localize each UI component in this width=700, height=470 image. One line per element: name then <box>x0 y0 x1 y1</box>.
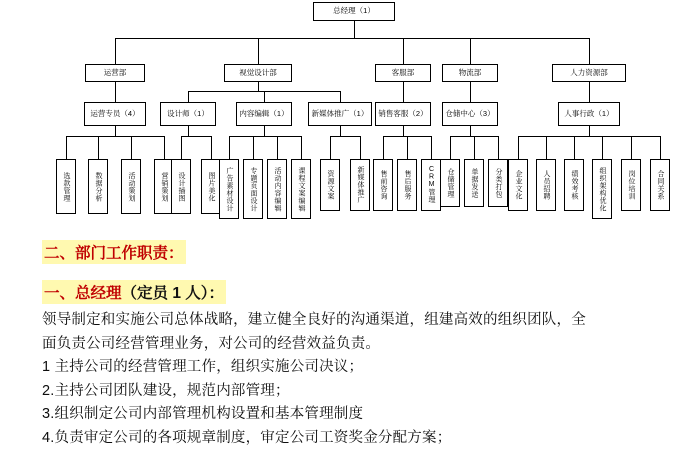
connector <box>264 91 265 102</box>
connector <box>354 21 355 38</box>
connector <box>229 136 230 159</box>
connector <box>115 38 116 64</box>
org-node-presales-consulting: 售前咨询 <box>373 159 393 211</box>
connector <box>498 136 499 159</box>
org-node-operations-dept: 运营部 <box>85 64 145 82</box>
org-node-marketing-planning: 营销策划 <box>154 159 174 214</box>
connector <box>66 136 164 137</box>
org-node-resource-copywriting: 资源文案 <box>320 159 340 211</box>
org-node-new-media-promotion-task: 新媒体推广 <box>350 159 370 211</box>
connector <box>403 38 404 64</box>
connector <box>470 126 471 136</box>
subsection-number: 一、总经理 <box>44 285 122 302</box>
connector <box>631 136 632 159</box>
connector <box>431 136 432 159</box>
connector <box>340 91 341 102</box>
org-node-visual-design-dept: 视觉设计部 <box>224 64 292 82</box>
org-node-event-content-editing: 活动内容编辑 <box>267 159 287 219</box>
connector <box>330 136 331 159</box>
org-node-performance-review: 绩效考核 <box>564 159 584 211</box>
connector <box>301 136 302 159</box>
connector <box>211 136 212 159</box>
connector <box>602 136 603 159</box>
section-heading-duties: 二、部门工作职责： <box>42 240 186 264</box>
org-node-logistics-dept: 物流部 <box>442 64 498 82</box>
connector <box>589 82 590 102</box>
connector <box>181 136 182 159</box>
org-node-general-manager: 总经理（1） <box>313 2 395 21</box>
org-node-contract-relations: 合同关系 <box>650 159 670 211</box>
connector <box>188 91 189 102</box>
connector <box>264 126 265 136</box>
org-node-selection-management: 选款管理 <box>56 159 76 214</box>
connector <box>115 82 116 102</box>
org-node-designer: 设计师（1） <box>160 102 216 126</box>
connector <box>450 136 451 159</box>
org-node-org-structure-optimization: 组织架构优化 <box>592 159 612 219</box>
connector <box>340 126 341 136</box>
org-node-customer-service-dept: 客服部 <box>375 64 431 82</box>
org-node-new-media-promotion: 新媒体推广（1） <box>308 102 372 126</box>
connector <box>546 136 547 159</box>
org-node-hr-dept: 人力资源部 <box>552 64 626 82</box>
org-node-aftersales-service: 售后服务 <box>397 159 417 211</box>
connector <box>518 136 660 137</box>
org-node-corporate-culture: 企业文化 <box>508 159 528 211</box>
org-node-recruitment: 人员招聘 <box>536 159 556 211</box>
connector <box>277 136 278 159</box>
org-node-hr-admin: 人事行政（1） <box>558 102 620 126</box>
org-node-image-beautification: 图片美化 <box>201 159 221 214</box>
subsection-heading-general-manager <box>42 280 226 304</box>
paragraph-line-5: 3.组织制定公司内部管理机构设置和基本管理制度 <box>42 406 364 423</box>
connector <box>98 136 99 159</box>
connector <box>181 136 211 137</box>
org-node-course-copy-editing: 课程文案编辑 <box>291 159 311 219</box>
org-node-ad-material-design: 广告素材设计 <box>219 159 239 219</box>
connector <box>403 82 404 102</box>
org-node-operations-specialist: 运营专员（4） <box>84 102 146 126</box>
paragraph-line-4: 2.主持公司团队建设，规范内部管理； <box>42 382 290 399</box>
connector <box>115 126 116 136</box>
connector <box>589 38 590 64</box>
connector <box>574 136 575 159</box>
paragraph-line-2: 面负责公司经营管理业务，对公司的经营效益负责。 <box>42 335 381 352</box>
org-node-sales-support: 销售客服（2） <box>375 102 431 126</box>
connector <box>383 136 384 159</box>
connector <box>229 136 301 137</box>
connector <box>589 126 590 136</box>
org-node-warehouse-management: 仓储管理 <box>440 159 460 207</box>
connector <box>164 136 165 159</box>
connector <box>407 136 408 159</box>
connector <box>258 82 259 91</box>
org-node-topic-page-design: 专题页面设计 <box>243 159 263 219</box>
connector <box>403 126 404 136</box>
org-node-document-dispatch: 单据发送 <box>464 159 484 207</box>
subsection-heading-wrap <box>42 280 662 304</box>
connector <box>66 136 67 159</box>
org-node-event-planning: 活动策划 <box>121 159 141 214</box>
subsection-staffing: （定员 1 人）： <box>121 285 224 302</box>
org-node-design-illustration: 设计插图 <box>171 159 191 214</box>
paragraph-line-1: 领导制定和实施公司总体战略，建立健全良好的沟通渠道，组建高效的组织团队，全 <box>42 312 586 328</box>
connector <box>660 136 661 159</box>
connector <box>474 136 475 159</box>
section-heading-wrap <box>42 240 662 270</box>
connector <box>518 136 519 159</box>
org-node-warehouse-center: 仓储中心（3） <box>442 102 498 126</box>
connector <box>470 38 471 64</box>
org-node-crm-management: CRM管理 <box>421 159 441 211</box>
org-node-content-editor: 内容编辑（1） <box>236 102 292 126</box>
connector <box>360 136 361 159</box>
document-body <box>42 240 662 451</box>
org-chart <box>0 0 700 232</box>
connector <box>115 38 589 39</box>
org-node-sorting-packing: 分类打包 <box>488 159 508 207</box>
paragraph-line-3: 1 主持公司的经营管理工作，组织实施公司决议； <box>42 359 364 376</box>
connector <box>470 82 471 102</box>
connector <box>188 126 189 136</box>
connector <box>258 38 259 64</box>
paragraph-line-6: 4.负责审定公司的各项规章制度，审定公司工资奖金分配方案； <box>42 429 452 446</box>
connector <box>131 136 132 159</box>
connector <box>253 136 254 159</box>
org-node-position-training: 岗位培训 <box>621 159 641 211</box>
org-node-data-analysis: 数据分析 <box>88 159 108 214</box>
connector <box>330 136 360 137</box>
